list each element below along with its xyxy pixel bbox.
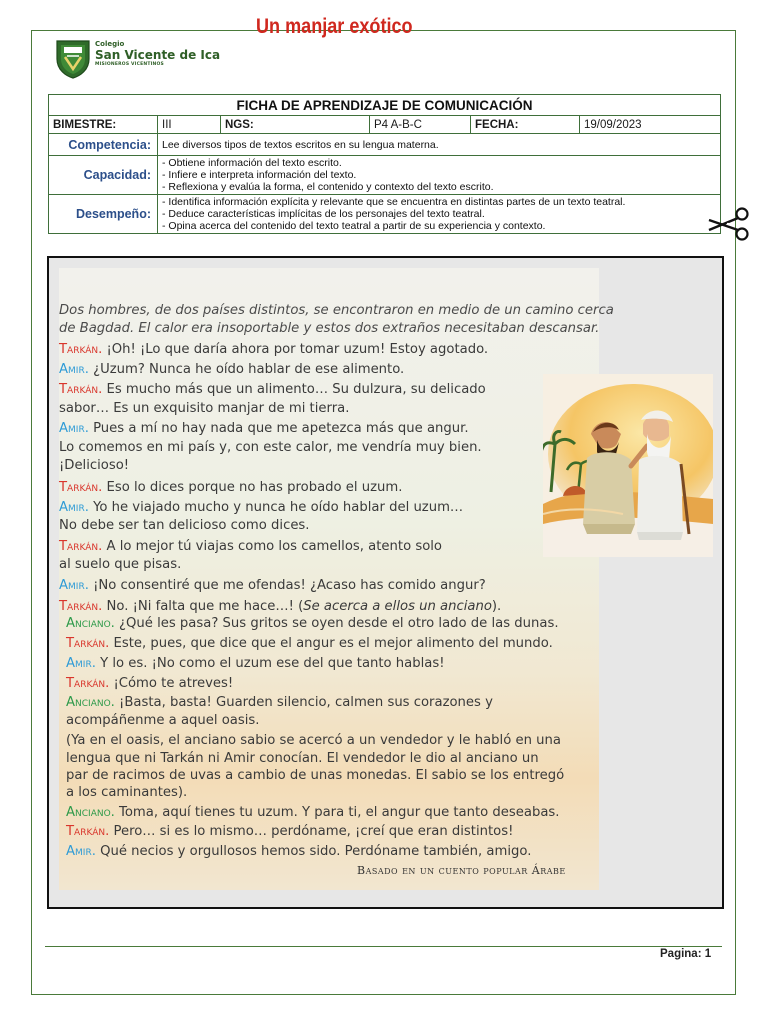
dialogue-line: [59, 382, 486, 397]
speaker-tarkan: Tarkán.: [59, 599, 103, 614]
dialogue-continuation: Lo comemos en mi país y, con este calor, me vendría muy bien.: [59, 440, 482, 455]
dialogue-continuation: acompáñenme a aquel oasis.: [66, 713, 260, 728]
bimestre-label: BIMESTRE:: [49, 116, 158, 134]
narration-line: lengua que ni Tarkán ni Amir conocían. El vendedor le dio al anciano un: [66, 751, 539, 766]
dialogue-line: [59, 342, 488, 357]
dialogue-line: [66, 695, 493, 710]
capacidad-item: - Reflexiona y evalúa la forma, el contenido y contexto del texto escrito.: [162, 181, 494, 193]
speaker-tarkan: Tarkán.: [66, 676, 110, 691]
desert-travelers-illustration: [543, 374, 713, 557]
dialogue-line: [66, 656, 445, 671]
dialogue-line: [66, 676, 233, 691]
dialogue-text: ¿Uzum? Nunca he oído hablar de ese alimento.: [88, 362, 405, 377]
dialogue-line: [59, 421, 469, 436]
dialogue-line: [59, 362, 404, 377]
narration-line: par de racimos de uvas a cambio de unas monedas. El sabio se los entregó: [66, 768, 565, 783]
header-table: [48, 94, 721, 234]
footer-rule: [45, 946, 722, 947]
dialogue-text: Pero… si es lo mismo… perdóname, ¡creí que eran distintos!: [109, 824, 514, 839]
dialogue-text: ¡No consentiré que me ofendas! ¿Acaso has comido angur?: [88, 578, 486, 593]
dialogue-text: Pues a mí no hay nada que me apetezca más que angur.: [88, 421, 469, 436]
speaker-tarkan: Tarkán.: [66, 824, 110, 839]
school-name: San Vicente de Ica: [95, 48, 221, 62]
speaker-amir: Amir.: [59, 421, 89, 436]
desempeno-label: Desempeño:: [49, 195, 158, 234]
speaker-amir: Amir.: [66, 656, 96, 671]
dialogue-text: ).: [491, 599, 502, 614]
story-title: Un manjar exótico: [256, 15, 413, 38]
dialogue-line: [59, 480, 402, 495]
capacidad-label: Capacidad:: [49, 156, 158, 195]
dialogue-line: [59, 500, 463, 515]
speaker-amir: Amir.: [59, 362, 89, 377]
dialogue-text: Toma, aquí tienes tu uzum. Y para ti, el angur que tanto deseabas.: [114, 805, 560, 820]
dialogue-line: [66, 616, 559, 631]
dialogue-line: [66, 844, 531, 859]
fecha-label: FECHA:: [471, 116, 580, 134]
speaker-anciano: Anciano.: [66, 695, 115, 710]
capacidad-list: [158, 156, 721, 195]
dialogue-continuation: sabor… Es un exquisito manjar de mi tierra.: [59, 401, 350, 416]
school-subtitle: MISIONEROS VICENTINOS: [95, 62, 164, 67]
speaker-tarkan: Tarkán.: [59, 480, 103, 495]
dialogue-text: ¡Cómo te atreves!: [109, 676, 234, 691]
dialogue-line: [59, 599, 501, 614]
dialogue-continuation: al suelo que pisas.: [59, 557, 182, 572]
desempeno-item: - Identifica información explícita y relevante que se encuentra en distintas partes de un texto teatral.: [162, 196, 626, 208]
school-crest-logo: [55, 39, 91, 79]
dialogue-text: ¡Oh! ¡Lo que daría ahora por tomar uzum! Estoy agotado.: [102, 342, 489, 357]
page-number: Pagina: 1: [660, 948, 712, 960]
dialogue-continuation: ¡Delicioso!: [59, 458, 130, 473]
dialogue-text: A lo mejor tú viajas como los camellos, atento solo: [102, 539, 442, 554]
school-name-block: [95, 41, 220, 68]
capacidad-item: - Infiere e interpreta información del texto.: [162, 169, 357, 181]
dialogue-line: [66, 805, 560, 820]
story-credit: Basado en un cuento popular Árabe: [357, 864, 566, 877]
ngs-label: NGS:: [221, 116, 370, 134]
sheet-title: FICHA DE APRENDIZAJE DE COMUNICACIÓN: [49, 95, 721, 116]
competencia-label: Competencia:: [49, 134, 158, 156]
dialogue-line: [59, 539, 442, 554]
speaker-amir: Amir.: [59, 578, 89, 593]
speaker-tarkan: Tarkán.: [59, 382, 103, 397]
dialogue-text: Es mucho más que un alimento… Su dulzura, su delicado: [102, 382, 486, 397]
dialogue-line: [66, 636, 553, 651]
dialogue-text: Este, pues, que dice que el angur es el mejor alimento del mundo.: [109, 636, 553, 651]
school-prefix: Colegio: [95, 40, 125, 48]
dialogue-text: Qué necios y orgullosos hemos sido. Perdóname también, amigo.: [95, 844, 532, 859]
speaker-amir: Amir.: [66, 844, 96, 859]
desempeno-list: [158, 195, 721, 234]
speaker-amir: Amir.: [59, 500, 89, 515]
dialogue-continuation: No debe ser tan delicioso como dices.: [59, 518, 310, 533]
speaker-tarkan: Tarkán.: [59, 342, 103, 357]
dialogue-text: Yo he viajado mucho y nunca he oído hablar del uzum…: [88, 500, 464, 515]
stage-direction: Se acerca a ellos un anciano: [303, 599, 492, 614]
story-intro-line: de Bagdad. El calor era insoportable y estos dos extraños necesitaban descansar.: [59, 321, 600, 336]
ngs-value: P4 A-B-C: [370, 116, 471, 134]
narration-line: a los caminantes).: [66, 785, 188, 800]
speaker-tarkan: Tarkán.: [66, 636, 110, 651]
fecha-value: 19/09/2023: [580, 116, 721, 134]
dialogue-text: ¡Basta, basta! Guarden silencio, calmen sus corazones y: [114, 695, 493, 710]
dialogue-line: [66, 824, 513, 839]
desempeno-item: - Deduce características implícitas de los personajes del texto teatral.: [162, 208, 485, 220]
narration-line: (Ya en el oasis, el anciano sabio se acercó a un vendedor y le habló en una: [66, 733, 561, 748]
speaker-tarkan: Tarkán.: [59, 539, 103, 554]
capacidad-item: - Obtiene información del texto escrito.: [162, 157, 342, 169]
desempeno-item: - Opina acerca del contenido del texto teatral a partir de su experiencia y contexto.: [162, 220, 546, 232]
speaker-anciano: Anciano.: [66, 616, 115, 631]
dialogue-text: Y lo es. ¡No como el uzum ese del que tanto hablas!: [95, 656, 445, 671]
dialogue-text: Eso lo dices porque no has probado el uzum.: [102, 480, 403, 495]
dialogue-text: ¿Qué les pasa? Sus gritos se oyen desde el otro lado de las dunas.: [114, 616, 559, 631]
scissors-icon: [706, 206, 752, 242]
dialogue-line: [59, 578, 486, 593]
speaker-anciano: Anciano.: [66, 805, 115, 820]
bimestre-value: III: [158, 116, 221, 134]
story-intro-line: Dos hombres, de dos países distintos, se encontraron en medio de un camino cerca: [59, 303, 614, 318]
competencia-value: Lee diversos tipos de textos escritos en su lengua materna.: [158, 134, 721, 156]
dialogue-text: No. ¡Ni falta que me hace…! (: [102, 599, 304, 614]
